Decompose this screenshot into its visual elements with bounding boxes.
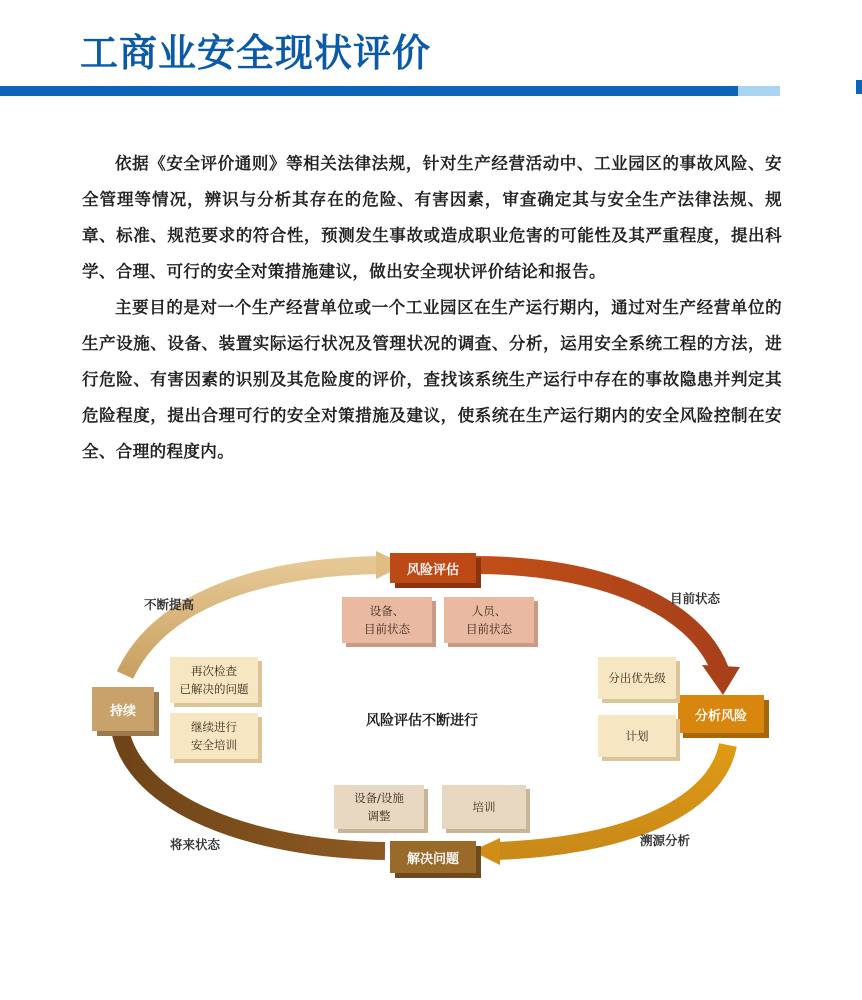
label-current-state: 目前状态 (670, 591, 721, 606)
paragraph-1: 依据《安全评价通则》等相关法律法规，针对生产经营活动中、工业园区的事故风险、安全管理等情况，辨识与分析其存在的危险、有害因素，审查确定其与安全生产法律法规、规章、标准、规范要求的符合性，预测发生事故或造成职业危害的可能性及其严重程度，提出科学、合理、可行的安全对策措施建议，做出安全现状评价结论和报告。 (82, 154, 782, 281)
label-future-state: 将来状态 (170, 837, 221, 852)
node-analyze-risk: 分析风险 (678, 695, 764, 733)
page-edge-mark (856, 80, 862, 94)
label-continuous-improve: 不断提高 (144, 597, 195, 612)
box-plan: 计划 (598, 715, 676, 757)
box-equipment-adjust: 设备/设施 调整 (334, 785, 424, 829)
body-text (82, 146, 782, 470)
node-solve-problem: 解决问题 (390, 841, 476, 873)
box-equipment-current: 设备、 目前状态 (342, 597, 432, 643)
arrowhead-current-state (702, 665, 740, 695)
paragraph-2: 主要目的是对一个生产经营单位或一个工业园区在生产运行期内，通过对生产经营单位的生产设施、设备、装置实际运行状况及管理状况的调查、分析，运用安全系统工程的方法，进行危险、有害因素的识别及其危险度的评价，查找该系统生产运行中存在的事故隐患并判定其危险程度，提出合理可行的安全对策措施及建议，使系统在生产运行期内的安全风险控制在安全、合理的程度内。 (82, 298, 782, 461)
box-follow-training: 继续进行 安全培训 (170, 713, 258, 759)
box-training: 培训 (442, 785, 526, 829)
node-risk-assessment: 风险评估 (390, 553, 476, 583)
center-label: 风险评估不断进行 (366, 713, 478, 729)
arrowhead-root-cause (472, 838, 500, 865)
label-root-cause: 溯源分析 (640, 833, 691, 848)
page-title: 工商业安全现状评价 (80, 31, 432, 75)
box-prioritize: 分出优先级 (598, 657, 676, 699)
risk-cycle-diagram (80, 545, 780, 895)
arrow-root-cause (495, 745, 728, 851)
title-rule (0, 86, 738, 96)
box-recheck: 再次检查 已解决的问题 (170, 657, 258, 703)
title-rule-accent (738, 86, 780, 96)
node-sustain: 持续 (92, 687, 154, 731)
box-personnel-current: 人员、 目前状态 (444, 597, 534, 643)
